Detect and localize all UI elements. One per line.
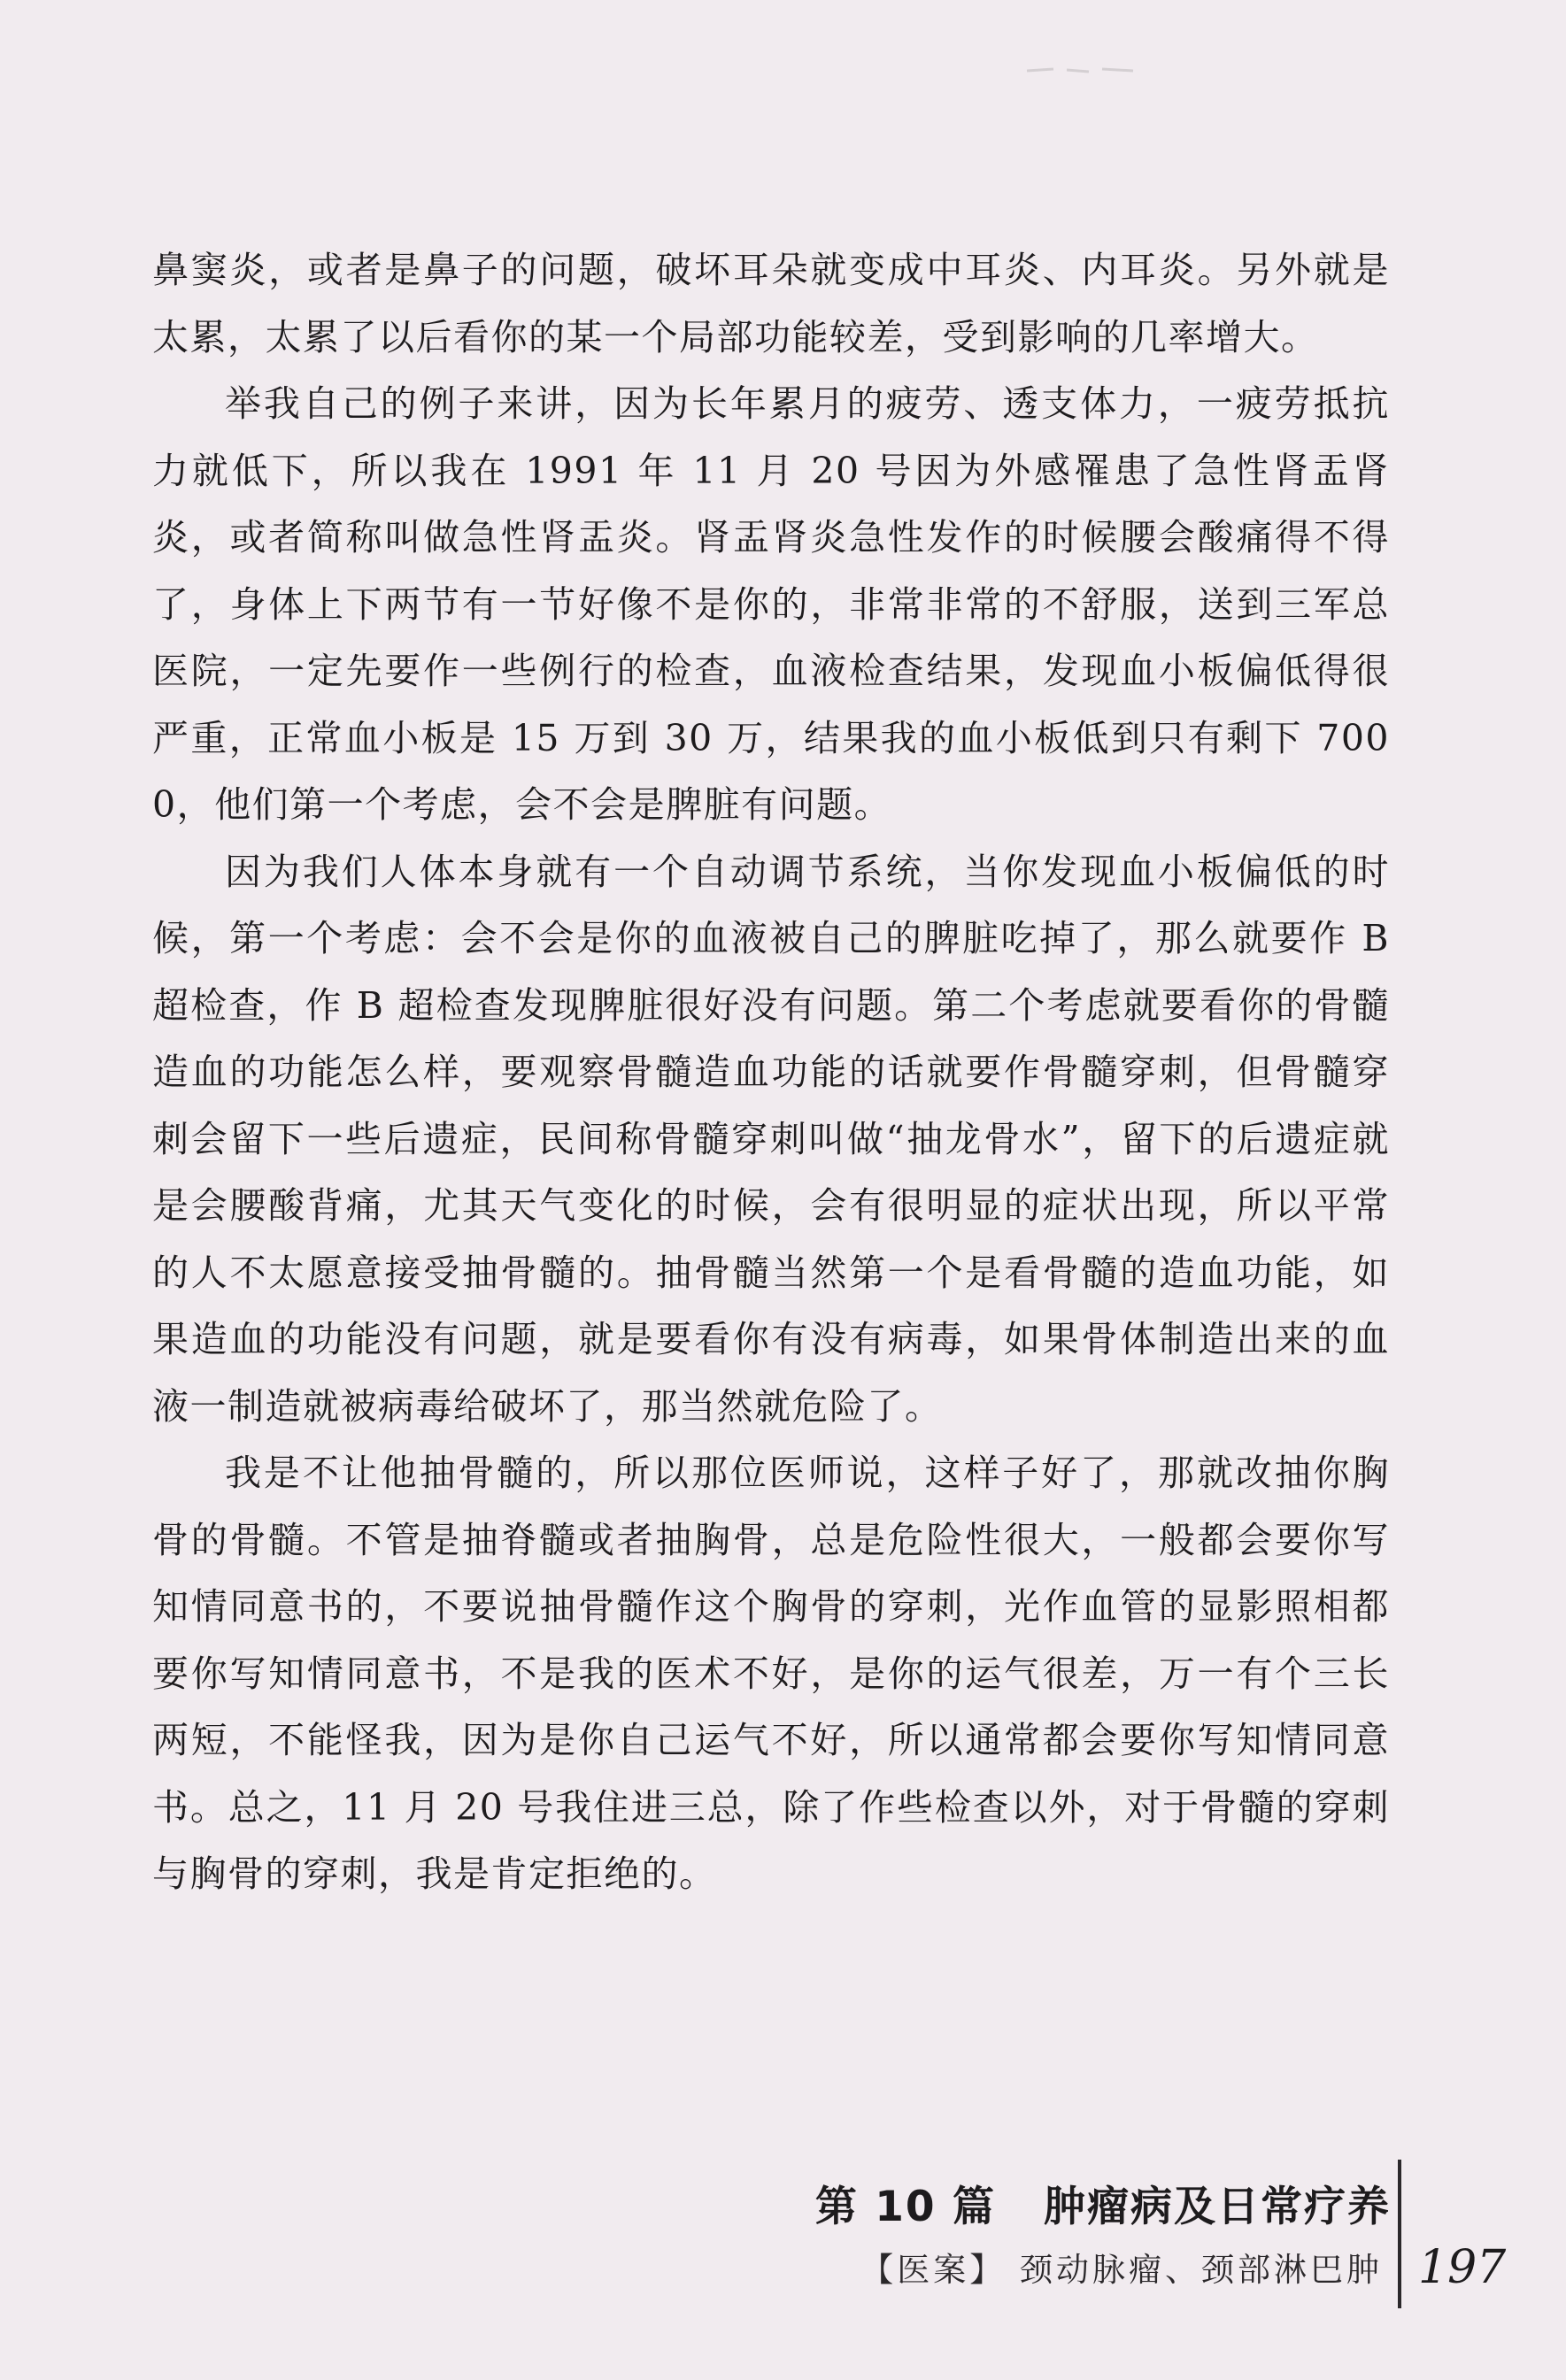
paragraph-4: 我是不让他抽骨髓的，所以那位医师说，这样子好了，那就改抽你胸骨的骨髓。不管是抽脊髓或者抽胸骨，总是危险性很大，一般都会要你写知情同意书的，不要说抽骨髓作这个胸骨的穿刺，光作血管的显影照相都要你写知情同意书，不是我的医术不好，是你的运气很差，万一有个三长两短，不能怪我，因为是你自己运气不好，所以通常都会要你写知情同意书。总之，11 月 20 号我住进三总，除了作些检查以外，对于骨髓的穿刺与胸骨的穿刺，我是肯定拒绝的。 <box>152 1452 1390 1895</box>
scan-artifact <box>1027 64 1151 76</box>
paragraph-3: 因为我们人体本身就有一个自动调节系统，当你发现血小板偏低的时候，第一个考虑：会不会是你的血液被自己的脾脏吃掉了，那么就要作 B 超检查，作 B 超检查发现脾脏很好没有问题。第二个考虑就要看你的骨髓造血的功能怎么样，要观察骨髓造血功能的话就要作骨髓穿刺，但骨髓穿刺会留下一些后遗症，民间称骨髓穿刺叫做“抽龙骨水”，留下的后遗症就是会腰酸背痛，尤其天气变化的时候，会有很明显的症状出现，所以平常的人不太愿意接受抽骨髓的。抽骨髓当然第一个是看骨髓的造血功能，如果造血的功能没有问题，就是要看你有没有病毒，如果骨体制造出来的血液一制造就被病毒给破坏了，那当然就危险了。 <box>152 850 1390 1428</box>
case-label: 【医案】 <box>860 2251 1007 2289</box>
page-number: 197 <box>1418 2241 1507 2294</box>
footer-divider <box>1398 2160 1401 2308</box>
case-title: 颈动脉瘤、颈部淋巴肿 <box>1020 2251 1383 2289</box>
chapter-number: 第 10 篇 <box>814 2183 996 2231</box>
page-footer <box>0 2160 1566 2337</box>
chapter-heading <box>815 2174 1391 2233</box>
paragraph-1: 鼻窦炎，或者是鼻子的问题，破坏耳朵就变成中耳炎、内耳炎。另外就是太累，太累了以后看你的某一个局部功能较差，受到影响的几率增大。 <box>152 249 1390 358</box>
body-text <box>152 237 1390 1908</box>
paragraph-2: 举我自己的例子来讲，因为长年累月的疲劳、透支体力，一疲劳抵抗力就低下，所以我在 1991 年 11 月 20 号因为外感罹患了急性肾盂肾炎，或者简称叫做急性肾盂炎。肾盂肾炎急性发作的时候腰会酸痛得不得了，身体上下两节有一节好像不是你的，非常非常的不舒服，送到三军总医院，一定先要作一些例行的检查，血液检查结果，发现血小板偏低得很严重，正常血小板是 15 万到 30 万，结果我的血小板低到只有剩下 7000，他们第一个考虑，会不会是脾脏有问题。 <box>152 382 1390 826</box>
case-subheading <box>860 2243 1383 2291</box>
chapter-title: 肿瘤病及日常疗养 <box>1044 2183 1391 2231</box>
